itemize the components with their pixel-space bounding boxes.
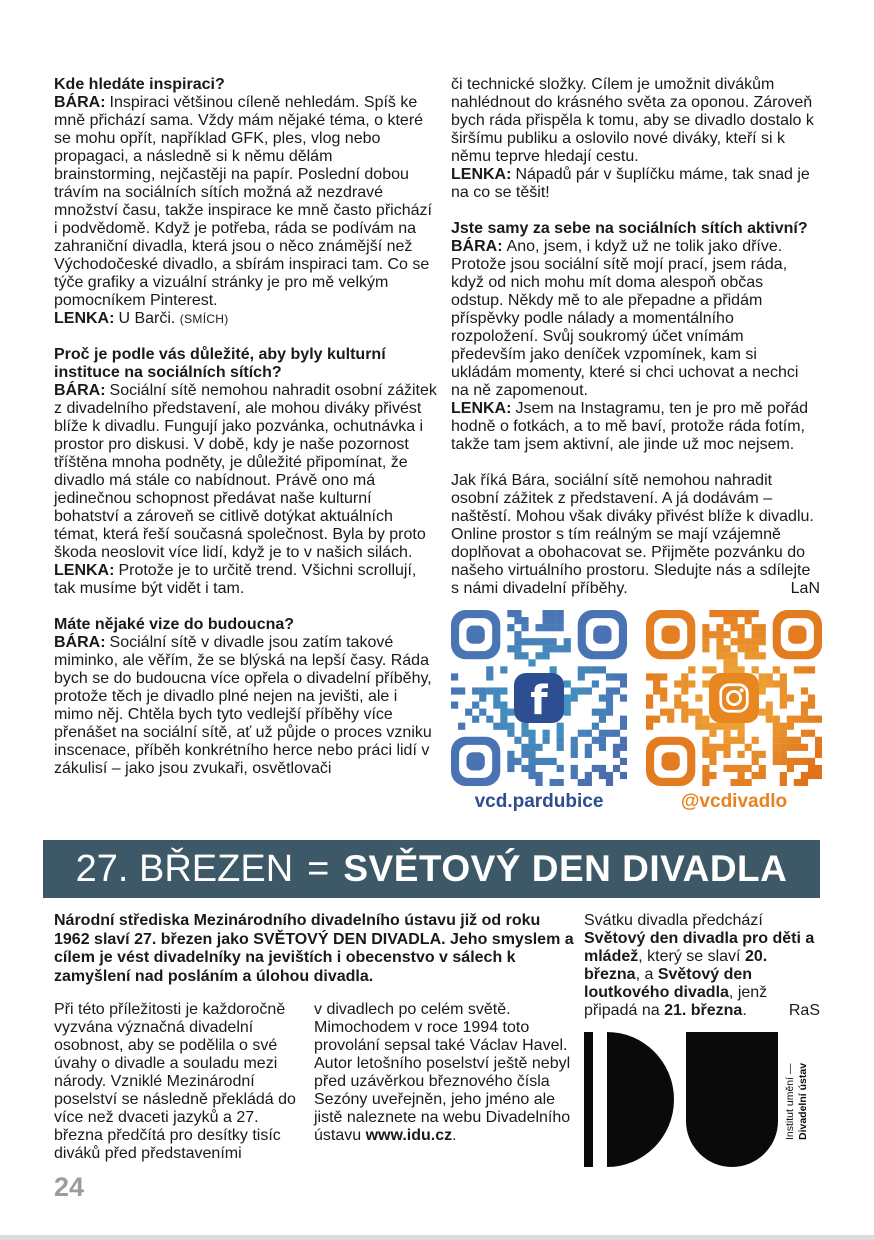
answer-continuation-bara: či technické složky. Cílem je umožnit divákům nahlédnout do krásného světa za oponou. Zároveň bych ráda přispěla k tomu, aby se divadlo dostalo k širšímu publiku a oslovilo nové diváky, kteří si k němu teprve hledají cestu. <box>451 76 814 165</box>
speaker-label-bara: BÁRA: <box>451 238 503 255</box>
instagram-glyph <box>717 681 751 715</box>
facebook-qr-label: vcd.pardubice <box>474 791 604 812</box>
answer-q1-lenka <box>54 310 438 328</box>
speaker-label-bara: BÁRA: <box>54 382 106 399</box>
question-heading-1: Kde hledáte inspiraci? <box>54 76 225 93</box>
answer-text: Inspiraci většinou cíleně nehledám. Spíš ke mně přichází sama. Vždy mám nějaké téma, o které se mohu opřít, například GFK, ples, vlog nebo propagaci, a následně si k němu dělám brainstorming, nejčastěji na papír. Poslední dobou trávím na sociálních sítích možná až nezdravé množství času, takže inspirace ke mně často přichází i podvědomě. Když je potřeba, ráda se podívám na zahraniční divadla, která jsou o něco známější než Východočeské divadlo, a sbírám inspiraci tam. Co se týče grafiky a vizuální stránky je pro mě velkým pomocníkem Pinterest. <box>54 94 432 309</box>
answer-text: Jsem na Instagramu, ten je pro mě pořád hodně o fotkách, a to mě baví, protože ráda fotím, takže tam jsem aktivní, ale jinde už moc nejsem. <box>451 400 809 453</box>
laughter-aside: (SMÍCH) <box>179 312 229 326</box>
world-theatre-day-banner <box>43 840 820 898</box>
world-day-col3 <box>584 912 820 1020</box>
speaker-label-bara: BÁRA: <box>54 634 106 651</box>
answer-q2-lenka <box>54 562 438 598</box>
idu-caption-line2: Divadelní ústav <box>797 1062 809 1140</box>
instagram-qr-code[interactable] <box>646 610 822 786</box>
instagram-qr-label: @vcdivadlo <box>680 791 788 812</box>
author-initials-2: RaS <box>788 1002 820 1019</box>
question-heading-4: Jste samy za sebe na sociálních sítích aktivní? <box>451 220 808 237</box>
answer-text: U Barči. <box>118 310 176 327</box>
page-edge <box>0 1235 874 1240</box>
answer-q4-lenka <box>451 400 820 454</box>
answer-lenka <box>451 166 820 202</box>
answer-q4-bara <box>451 238 820 400</box>
world-day-section <box>54 912 820 1167</box>
answer-text: Sociální sítě v divadle jsou zatím takové miminko, ale věřím, že se blýská na lepší časy. Ráda bych se do budoucna více opřela o divadelní příběhy, protože těch je divadlo plné nejen na jevišti, ale i mimo něj. Chtěla bych tyto vedlejší příběhy více přenášet na sociální sítě, ať už půjde o proces vzniku inscenace, příběh konkrétního herce nebo práci lidí v zákulisí – jako jsou zvukaři, osvětlovači <box>54 634 432 777</box>
answer-text: Nápadů pár v šuplíčku máme, tak snad je na co se těšit! <box>451 166 810 201</box>
answer-q1-bara <box>54 94 438 310</box>
col3-text: Svátku divadla předchází Světový den divadla pro děti a mládež, který se slaví 20. března, a Světový den loutkového divadla, jenž připadá na 21. března. <box>584 912 815 1019</box>
speaker-label-lenka: LENKA: <box>54 310 115 327</box>
answer-text: Ano, jsem, i když už ne tolik jako dříve. Protože jsou sociální sítě mojí prací, jsem ráda, když od nich mohu mít doma alespoň občas odstup. Někdy mě to ale přepadne a přidám příspěvky podle nálady a momentálního rozpoložení. Svůj soukromý účet vnímám především jako deníček vzpomínek, kam si ukládám momenty, které si chci uchovat a nechci na ně zapomenout. <box>451 238 799 399</box>
idu-letter-i <box>584 1032 593 1167</box>
interview-right-column <box>451 76 820 813</box>
closing-text: Jak říká Bára, sociální sítě nemohou nahradit osobní zážitek z představení. A já dodávám – naštěstí. Mohou však diváky přivést blíže k divadlu. Online prostor s tím reálným se mají vzájemně doplňovat a obohacovat se. Přijměte pozvánku do našeho virtuálního prostoru. Sledujte nás a sdílejte s námi divadelní příběhy. <box>451 472 814 597</box>
question-heading-3: Máte nějaké vize do budoucna? <box>54 616 295 633</box>
answer-q3-bara <box>54 634 438 778</box>
instagram-camera-icon <box>709 673 759 723</box>
speaker-label-lenka: LENKA: <box>451 166 512 183</box>
speaker-label-lenka: LENKA: <box>54 562 115 579</box>
facebook-qr-block <box>451 610 627 813</box>
world-day-col1: Při této příležitosti je každoročně vyzvána význačná divadelní osobnost, aby se podělila o své úvahy o divadle a souladu mezi národy. Vzniklé Mezinárodní poselství se následně překládá do více než dvaceti jazyků a 27. března předčítá pro desítky tisíc diváků před představeními <box>54 1001 296 1162</box>
instagram-qr-block <box>646 610 822 813</box>
answer-q2-bara <box>54 382 438 562</box>
speaker-label-bara: BÁRA: <box>54 94 106 111</box>
facebook-qr-code[interactable] <box>451 610 627 786</box>
interview-left-column <box>54 76 438 813</box>
banner-title: SVĚTOVÝ DEN DIVADLA <box>343 848 788 889</box>
facebook-f-icon: f <box>514 673 564 723</box>
idu-caption-line1: Institut umění — <box>784 1063 796 1140</box>
question-heading-2: Proč je podle vás důležité, aby byly kulturní instituce na sociálních sítích? <box>54 346 386 381</box>
banner-date: 27. BŘEZEN <box>75 847 294 890</box>
author-initials: LaN <box>790 580 820 597</box>
banner-equals: = <box>307 847 330 890</box>
world-day-left <box>54 912 574 1167</box>
world-day-columns <box>54 1001 574 1163</box>
world-day-right <box>584 912 820 1167</box>
world-day-lead: Národní střediska Mezinárodního divadelního ústavu již od roku 1962 slaví 27. březen jako SVĚTOVÝ DEN DIVADLA. Jeho smyslem a cílem je vést divadelníky na jevištích i obecenstvo v sálech k zamyšlení nad posláním a úlohou divadla. <box>54 912 574 985</box>
idu-letter-u <box>686 1032 778 1167</box>
qr-row <box>451 610 820 813</box>
world-day-col2: v divadlech po celém světě. Mimochodem v roce 1994 toto provolání sepsal také Václav Havel. Autor letošního poselství ještě nebyl před uzávěrkou březnového čísla Sezóny uveřejněn, jeho jméno ale jistě naleznete na webu Divadelního ústavu www.idu.cz. <box>314 1001 571 1144</box>
answer-text: Protože je to určitě trend. Všichni scrollují, tak musíme být vidět i tam. <box>54 562 417 597</box>
speaker-label-lenka: LENKA: <box>451 400 512 417</box>
interview-section <box>54 76 820 813</box>
idu-caption <box>784 1032 810 1140</box>
idu-link[interactable]: www.idu.cz <box>365 1127 453 1144</box>
idu-letter-d <box>607 1032 674 1167</box>
closing-paragraph <box>451 472 820 598</box>
idu-logo <box>584 1032 820 1167</box>
page-number: 24 <box>54 1172 85 1202</box>
answer-text: Sociální sítě nemohou nahradit osobní zážitek z divadelního představení, ale mohou diváky přivést blíže k divadlu. Fungují jako pozvánka, ochutnávka i prostor pro diskusi. V době, kdy je naše pozornost tříštěna mnoha podněty, je důležité připomínat, že divadlo má stále co nabídnout. Právě ono má jedinečnou schopnost předávat naše kulturní bohatství a zároveň se citlivě dotýkat aktuálních témat, která řeší současná společnost. Byla by proto škoda neoslovit více lidí, když je to v našich silách. <box>54 382 437 561</box>
